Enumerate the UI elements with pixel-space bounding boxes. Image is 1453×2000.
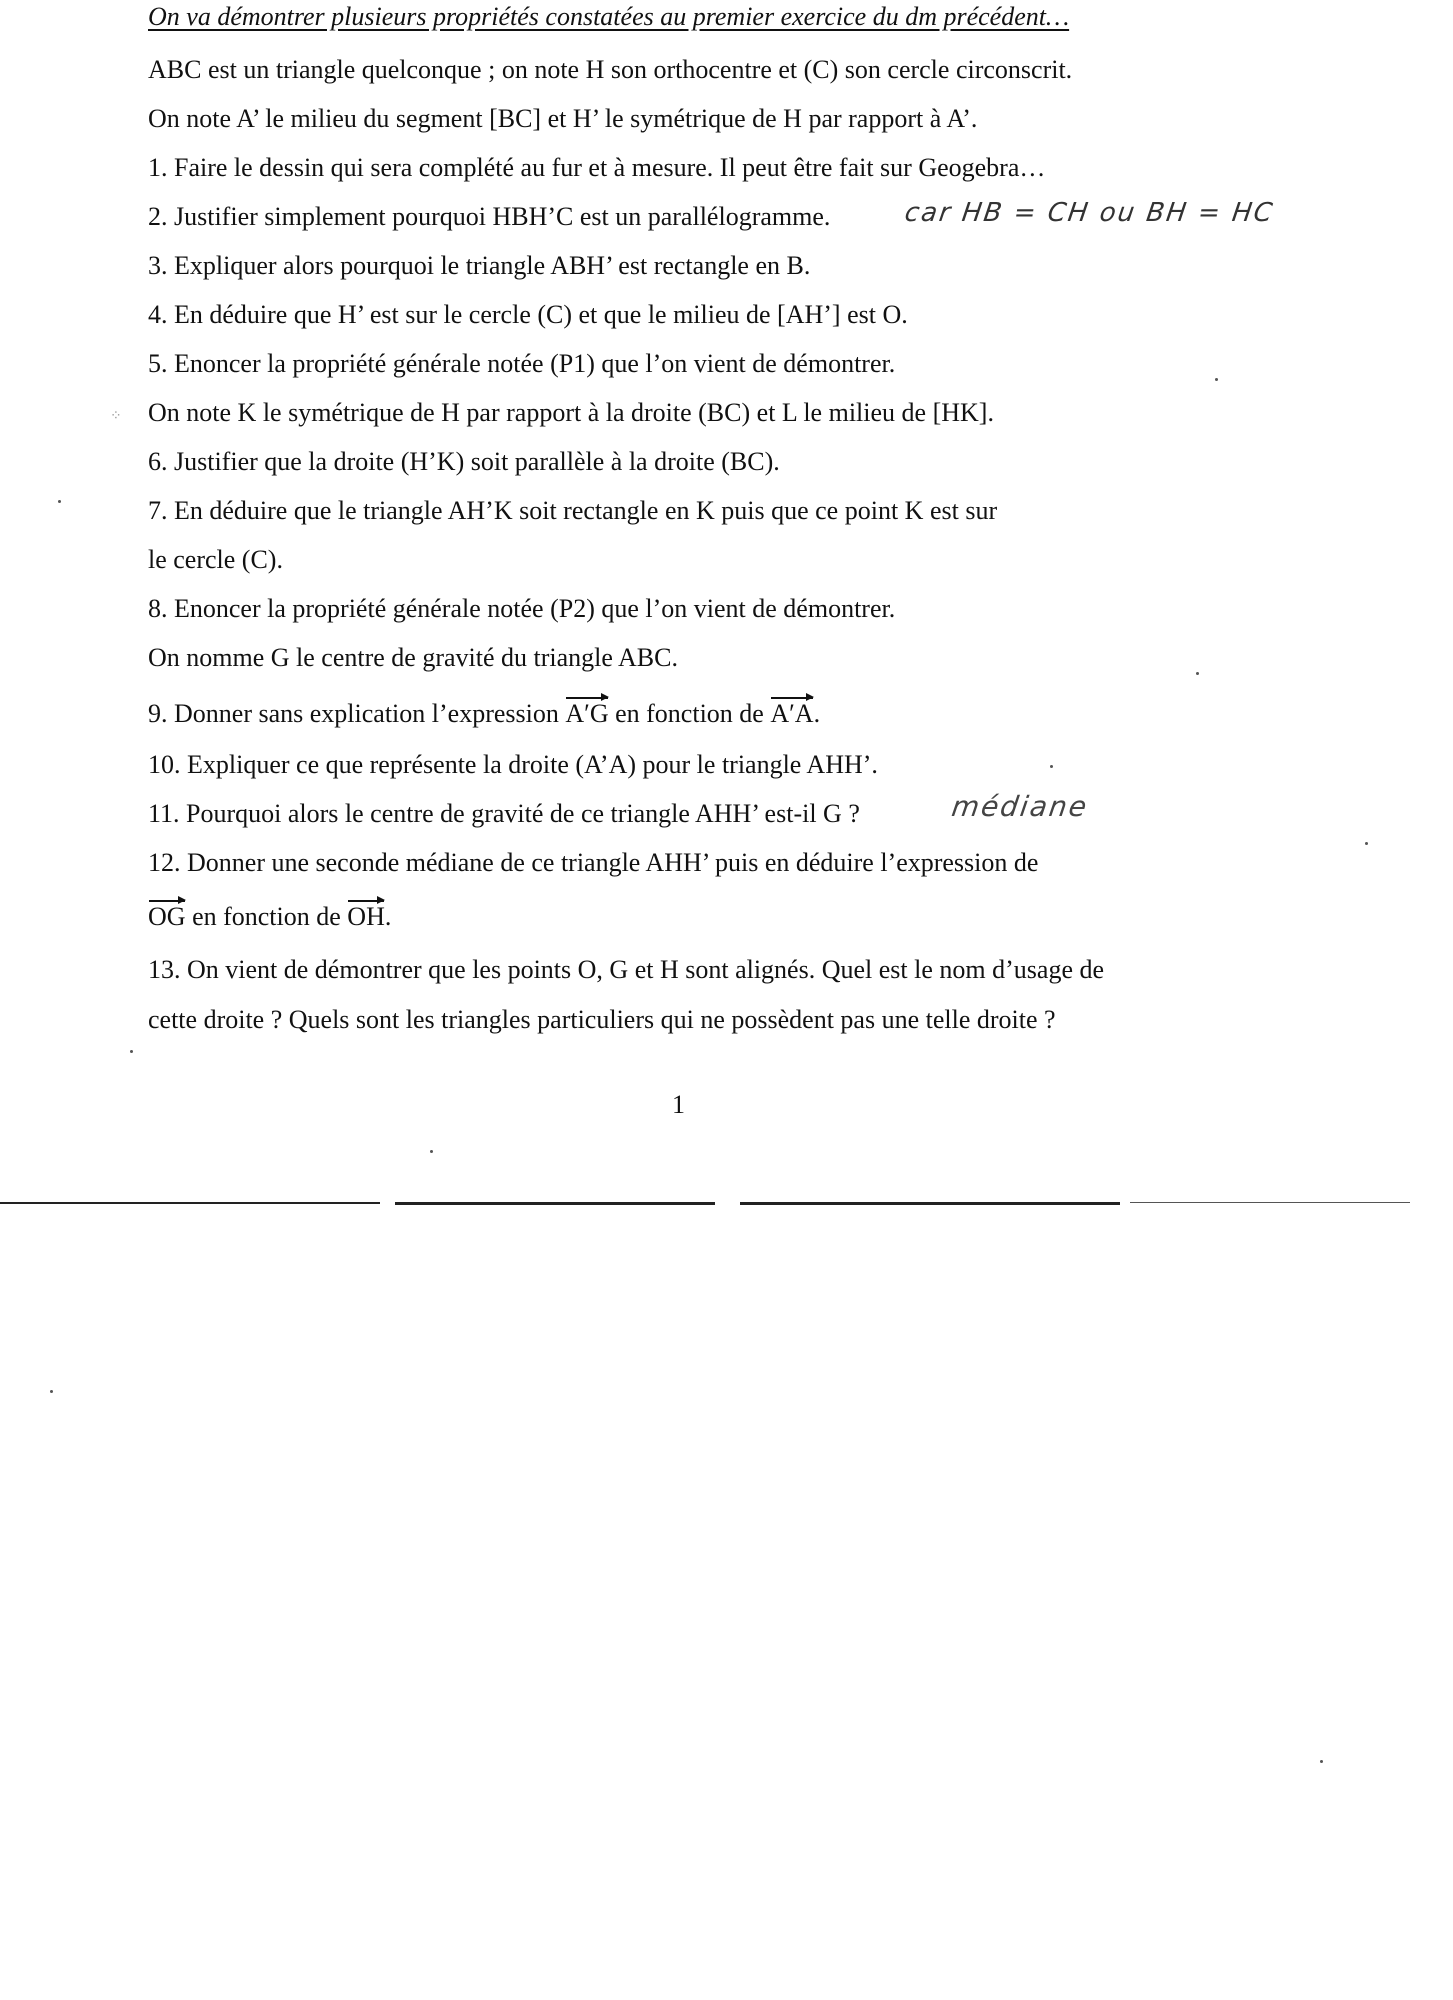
question-3: 3. Expliquer alors pourquoi le triangle ABH’ est rectangle en B.	[148, 251, 811, 280]
document-title: On va démontrer plusieurs propriétés constatées au premier exercice du dm précédent…	[148, 2, 1070, 31]
intro-line-3: On note K le symétrique de H par rapport à la droite (BC) et L le milieu de [HK].	[148, 398, 994, 427]
vector-oh: OH	[347, 902, 385, 931]
question-13-line-1: 13. On vient de démontrer que les points O, G et H sont alignés. Quel est le nom d’usage de	[148, 955, 1105, 984]
question-12-line-2	[148, 902, 391, 932]
scan-speck	[58, 500, 61, 503]
scan-speck	[1050, 765, 1053, 768]
scan-speck	[1320, 1760, 1323, 1763]
scan-speck	[1365, 842, 1368, 845]
scan-speck	[50, 1390, 53, 1393]
question-12-text-mid: en fonction de	[192, 902, 341, 931]
scan-speck	[430, 1150, 433, 1153]
scan-smudge: ⁘	[110, 409, 122, 424]
question-7-line-2: le cercle (C).	[148, 545, 283, 574]
question-7-line-1: 7. En déduire que le triangle AH’K soit rectangle en K puis que ce point K est sur	[148, 496, 998, 525]
page-separator-segment	[740, 1202, 1120, 1205]
question-6: 6. Justifier que la droite (H’K) soit parallèle à la droite (BC).	[148, 447, 780, 476]
question-8: 8. Enoncer la propriété générale notée (P2) que l’on vient de démontrer.	[148, 594, 896, 623]
page-separator-segment	[395, 1202, 715, 1205]
page-separator-segment	[1130, 1202, 1410, 1203]
question-2: 2. Justifier simplement pourquoi HBH’C est un parallélogramme.	[148, 202, 831, 231]
question-9-end: .	[813, 699, 821, 728]
question-10: 10. Expliquer ce que représente la droite (A’A) pour le triangle AHH’.	[148, 750, 878, 779]
handwritten-note-q11: médiane	[949, 790, 1091, 823]
scan-speck	[1196, 672, 1199, 675]
intro-line-4: On nomme G le centre de gravité du triangle ABC.	[148, 643, 678, 672]
question-9-text: 9. Donner sans explication l’expression	[148, 699, 559, 728]
scan-speck	[130, 1050, 133, 1053]
intro-line-1: ABC est un triangle quelconque ; on note H son orthocentre et (C) son cercle circonscrit.	[148, 55, 1073, 84]
page-number: 1	[672, 1090, 685, 1119]
question-13-line-2: cette droite ? Quels sont les triangles particuliers qui ne possèdent pas une telle droite ?	[148, 1005, 1056, 1034]
intro-line-2: On note A’ le milieu du segment [BC] et H’ le symétrique de H par rapport à A’.	[148, 104, 978, 133]
vector-a-prime-a: A′A	[770, 699, 814, 728]
vector-a-prime-g: A′G	[565, 699, 609, 728]
page-separator-segment	[0, 1202, 380, 1204]
question-11: 11. Pourquoi alors le centre de gravité de ce triangle AHH’ est-il G ?	[148, 799, 860, 828]
question-4: 4. En déduire que H’ est sur le cercle (C) et que le milieu de [AH’] est O.	[148, 300, 908, 329]
question-1: 1. Faire le dessin qui sera complété au fur et à mesure. Il peut être fait sur Geogebra…	[148, 153, 1046, 182]
question-12-line-1: 12. Donner une seconde médiane de ce triangle AHH’ puis en déduire l’expression de	[148, 848, 1039, 877]
question-5: 5. Enoncer la propriété générale notée (P1) que l’on vient de démontrer.	[148, 349, 896, 378]
question-9	[148, 699, 820, 729]
handwritten-note-q2: car HB = CH ou BH = HC	[902, 198, 1277, 228]
question-9-text-mid: en fonction de	[615, 699, 764, 728]
scan-speck	[1215, 378, 1218, 381]
vector-og: OG	[148, 902, 186, 931]
question-12-end: .	[384, 902, 392, 931]
